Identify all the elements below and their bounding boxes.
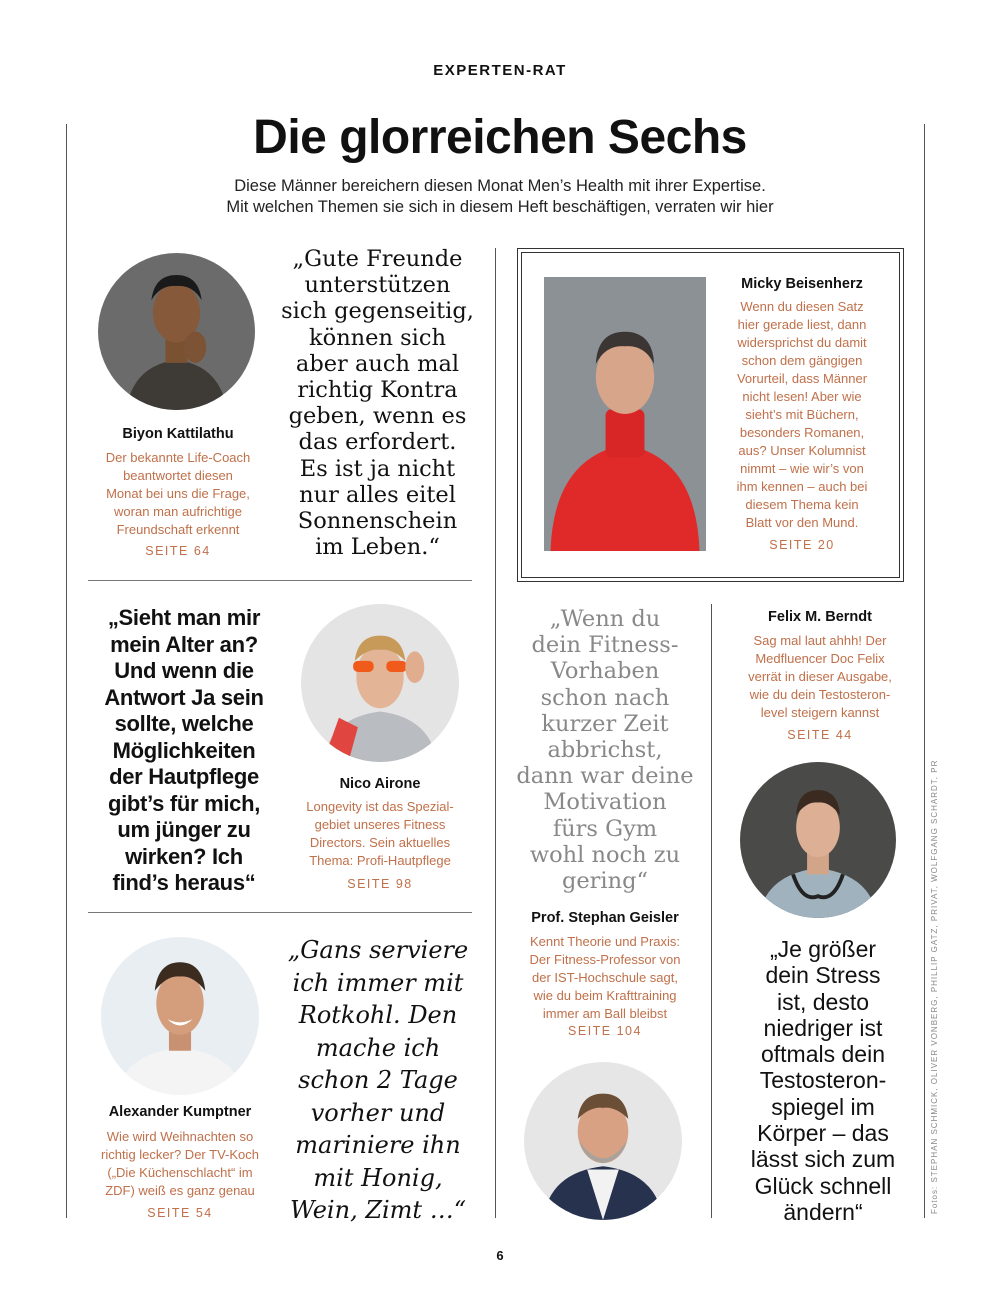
bio-line: nimmt – wie wir’s von (740, 461, 864, 476)
quote-line: „Wenn du (549, 606, 661, 632)
deck-line-1: Diese Männer bereichern diesen Monat Men’s Health mit ihrer Expertise. (234, 177, 766, 195)
quote-line: Rotkohl. Den (298, 1001, 458, 1029)
quote-line: Sonnenschein (297, 508, 458, 535)
quote-line: ich immer mit (292, 968, 464, 997)
quote-line: schon nach (540, 684, 670, 711)
bio-line: sieht’s mit Büchern, (745, 407, 859, 422)
quote-line: sollte, welche (114, 711, 254, 736)
stephan-photo (524, 1062, 682, 1220)
quote-line: oftmals dein (760, 1041, 885, 1068)
quote-line: Testosteron- (759, 1067, 887, 1094)
bio-line: („Die Küchenschlacht“ im (107, 1165, 253, 1180)
bio-line: Monat bei uns die Frage, (106, 486, 250, 501)
photo-credit: Fotos: STEPHAN SCHMICK, OLIVER VONBERG, PHILLIP GATZ, PRIVAT, WOLFGANG SCHARDT, PR (930, 759, 939, 1214)
quote-line: mein Alter an? (110, 631, 258, 657)
bio-line: verrät in dieser Ausgabe, (748, 669, 892, 684)
quote-line: ist, desto (776, 988, 870, 1015)
bio-line: Blatt vor den Mund. (745, 515, 859, 530)
nico-quote (80, 605, 288, 897)
quote-line: sich gegenseitig, (281, 298, 474, 325)
quote-line: unterstützen (304, 272, 451, 299)
felix-bio (718, 632, 922, 722)
quote-line: fürs Gym (552, 815, 658, 842)
quote-line: der Hautpflege (109, 764, 259, 789)
nico-photo (301, 604, 459, 762)
bio-line: beantwortet diesen (123, 468, 233, 483)
quote-line: wohl noch zu (529, 841, 681, 868)
bio-line: ZDF) weiß es ganz genau (105, 1183, 255, 1198)
quote-line: find’s heraus“ (112, 870, 256, 895)
quote-line: „Je größer (769, 936, 877, 962)
bio-line: Wenn du diesen Satz (740, 299, 864, 314)
headline: Die glorreichen Sechs (253, 111, 747, 164)
nico-name: Nico Airone (339, 776, 421, 792)
quote-line: das erfordert. (298, 429, 457, 456)
bio-line: Sag mal laut ahhh! Der (753, 633, 887, 648)
quote-line: Es ist ja nicht (299, 455, 456, 482)
page-number: 6 (496, 1248, 504, 1263)
quote-line: „Gute Freunde (292, 246, 463, 272)
quote-line: Und wenn die (114, 658, 254, 683)
right-rule (924, 124, 925, 1218)
quote-line: abbrichst, (547, 737, 663, 764)
bio-line: ihm kennen – auch bei (736, 479, 868, 494)
bio-line: Der Fitness-Professor von (529, 952, 681, 967)
quote-line: können sich (309, 324, 446, 351)
quote-line: gering“ (561, 868, 649, 895)
alexander-name: Alexander Kumptner (108, 1104, 252, 1120)
bio-line: widersprichst du damit (737, 335, 867, 350)
bio-line: Wie wird Weihnachten so (106, 1129, 254, 1144)
bio-line: Freundschaft erkennt (116, 522, 240, 537)
stephan-name: Prof. Stephan Geisler (531, 910, 679, 926)
quote-line: richtig Kontra (297, 377, 458, 404)
quote-line: dein Stress (765, 962, 881, 989)
right-column-rule (711, 604, 712, 1218)
bio-line: Longevity ist das Spezial- (306, 799, 454, 814)
quote-line: spiegel im (771, 1093, 875, 1120)
quote-line: niedriger ist (763, 1014, 883, 1041)
biyon-quote (270, 246, 485, 560)
quote-line: geben, wenn es (288, 403, 467, 430)
divider-1 (88, 580, 472, 581)
quote-line: im Leben.“ (315, 534, 440, 561)
bio-line: hier gerade liest, dann (737, 317, 867, 332)
bio-line: Thema: Profi-Hautpflege (309, 853, 451, 868)
micky-photo (544, 277, 706, 551)
quote-line: Antwort Ja sein (104, 684, 264, 710)
bio-line: gebiet unseres Fitness (314, 817, 446, 832)
bio-line: woran man aufrichtige (114, 504, 242, 519)
quote-line: Wein, Zimt …“ (290, 1196, 466, 1224)
quote-line: Körper – das (757, 1120, 889, 1147)
deck (0, 176, 1000, 218)
quote-line: lässt sich zum (750, 1146, 896, 1173)
bio-line: wie du beim Krafttraining (533, 988, 677, 1003)
micky-page-ref: SEITE 20 (769, 538, 835, 552)
quote-line: Vorhaben (550, 658, 660, 685)
quote-line: mache ich (315, 1033, 441, 1062)
felix-quote (728, 936, 918, 1225)
biyon-page-ref: SEITE 64 (145, 544, 211, 558)
deck-line-2: Mit welchen Themen sie sich in diesem Heft beschäftigen, verraten wir hier (226, 198, 774, 216)
felix-photo (740, 762, 896, 918)
bio-line: Vorurteil, dass Männer (736, 371, 868, 386)
quote-line: wirken? Ich (125, 843, 243, 869)
alexander-quote (282, 934, 474, 1227)
biyon-photo (98, 253, 255, 410)
quote-line: um jünger zu (117, 817, 251, 842)
bio-line: schon dem gängigen (741, 353, 863, 368)
felix-page-ref: SEITE 44 (787, 728, 853, 742)
stephan-quote (505, 606, 705, 894)
bio-line: besonders Romanen, (739, 425, 865, 440)
quote-line: Glück schnell (754, 1172, 892, 1199)
alexander-photo (101, 937, 259, 1095)
nico-bio (280, 798, 480, 870)
felix-name: Felix M. Berndt (768, 609, 872, 625)
quote-line: dann war deine (516, 763, 694, 790)
alexander-page-ref: SEITE 54 (147, 1206, 213, 1220)
quote-line: „Sieht man mir (107, 605, 261, 630)
quote-line: vorher und (310, 1098, 446, 1127)
bio-line: nicht lesen! Aber wie (742, 389, 862, 404)
quote-line: nur alles eitel (299, 481, 456, 508)
biyon-name: Biyon Kattilathu (122, 426, 234, 442)
bio-line: immer am Ball bleibst (542, 1006, 668, 1021)
left-rule (66, 124, 67, 1218)
bio-line: richtig lecker? Der TV-Koch (101, 1147, 259, 1162)
quote-line: ändern“ (783, 1198, 863, 1225)
divider-2 (88, 912, 472, 913)
bio-line: der IST-Hochschule sagt, (532, 970, 678, 985)
micky-name: Micky Beisenherz (741, 276, 863, 292)
quote-line: mariniere ihn (295, 1131, 461, 1159)
stephan-bio (503, 933, 707, 1023)
center-rule (495, 248, 496, 1218)
quote-line: aber auch mal (295, 350, 460, 377)
alexander-bio (76, 1128, 284, 1200)
biyon-bio (78, 449, 278, 539)
quote-line: dein Fitness- (531, 632, 679, 659)
bio-line: diesem Thema kein (745, 497, 859, 512)
bio-line: wie du dein Testosteron- (749, 687, 891, 702)
quote-line: Möglichkeiten (112, 737, 256, 763)
section-kicker: EXPERTEN-RAT (433, 62, 567, 79)
quote-line: „Gans serviere (287, 936, 469, 964)
bio-line: Directors. Sein aktuelles (309, 835, 451, 850)
stephan-page-ref: SEITE 104 (568, 1024, 642, 1038)
quote-line: Motivation (543, 789, 667, 816)
bio-line: Medfluencer Doc Felix (755, 651, 885, 666)
quote-line: schon 2 Tage (298, 1066, 458, 1094)
quote-line: kurzer Zeit (541, 710, 669, 737)
bio-line: Kennt Theorie und Praxis: (529, 934, 681, 949)
bio-line: level steigern kannst (760, 705, 880, 720)
quote-line: gibt’s für mich, (107, 790, 261, 816)
bio-line: Der bekannte Life-Coach (105, 450, 251, 465)
bio-line: aus? Unser Kolumnist (738, 443, 866, 458)
nico-page-ref: SEITE 98 (347, 877, 413, 891)
micky-bio (716, 298, 888, 532)
quote-line: mit Honig, (313, 1163, 443, 1192)
